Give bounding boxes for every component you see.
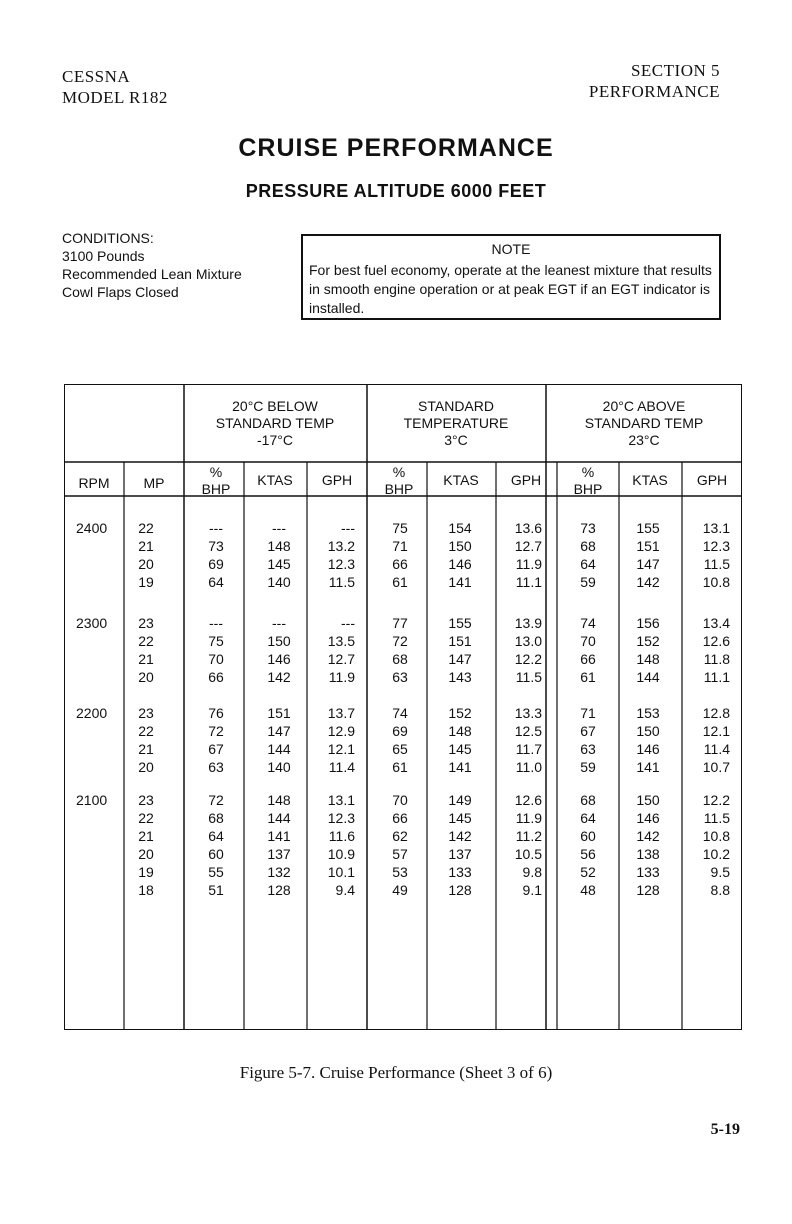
table-cell: 64 [208, 574, 224, 590]
table-cell: 11.4 [703, 741, 730, 757]
table-cell: 70 [208, 651, 224, 667]
table-cell: 18 [138, 882, 154, 898]
note-title: NOTE [491, 241, 531, 257]
table-cell: 57 [392, 846, 408, 862]
table-cell: 52 [580, 864, 596, 880]
table-cell: 154 [448, 520, 472, 536]
table-cell: 68 [580, 792, 596, 808]
table-cell: 67 [580, 723, 596, 739]
table-cell: 148 [267, 792, 291, 808]
table-cell: 12.1 [327, 741, 355, 757]
table-cell: 70 [580, 633, 596, 649]
table-cell: 12.7 [514, 538, 542, 554]
table-cell: 68 [208, 810, 224, 826]
table-cell: 133 [636, 864, 660, 880]
condition-line: Cowl Flaps Closed [62, 284, 179, 300]
table-cell: 66 [392, 556, 408, 572]
table-cell: 51 [208, 882, 224, 898]
table-cell: 74 [580, 615, 596, 631]
table-cell: 155 [636, 520, 660, 536]
table-cell: 8.8 [710, 882, 730, 898]
column-header: BHP [573, 481, 603, 497]
table-cell: --- [209, 520, 223, 536]
table-cell: 13.9 [514, 615, 542, 631]
table-cell: 12.3 [327, 556, 355, 572]
table-cell: 156 [636, 615, 660, 631]
table-cell: 60 [580, 828, 596, 844]
table-cell: 53 [392, 864, 408, 880]
table-cell: 10.5 [514, 846, 542, 862]
group-header: 20°C BELOW [232, 398, 318, 414]
group-header: -17°C [257, 432, 293, 448]
table-cell: 75 [208, 633, 224, 649]
table-cell: 150 [267, 633, 291, 649]
column-header: GPH [510, 472, 542, 488]
table-cell: --- [272, 615, 286, 631]
column-header: BHP [201, 481, 231, 497]
table-cell: 20 [138, 759, 154, 775]
table-cell: 142 [636, 828, 660, 844]
table-cell: 56 [580, 846, 596, 862]
table-cell: 11.9 [515, 810, 542, 826]
note-text: For best fuel economy, operate at the leanest mixture that results in smooth engine operation or at peak EGT if an EGT indicator is installed. [309, 262, 712, 316]
table-cell: 72 [208, 723, 224, 739]
table-cell: 10.8 [702, 828, 730, 844]
table-cell: 148 [636, 651, 660, 667]
table-cell: 11.4 [328, 759, 355, 775]
table-cell: 12.7 [327, 651, 355, 667]
table-cell: 73 [208, 538, 224, 554]
table-cell: 64 [580, 556, 596, 572]
section-title: PERFORMANCE [588, 82, 720, 101]
table-cell: 63 [580, 741, 596, 757]
table-cell: 61 [392, 759, 408, 775]
table-cell: 60 [208, 846, 224, 862]
rpm-value: 2400 [76, 520, 108, 536]
table-cell: 19 [138, 574, 154, 590]
table-cell: 70 [392, 792, 408, 808]
table-cell: --- [341, 615, 355, 631]
table-cell: 150 [448, 538, 472, 554]
table-cell: 9.8 [522, 864, 542, 880]
table-cell: 66 [392, 810, 408, 826]
table-cell: 66 [208, 669, 224, 685]
column-header: RPM [78, 475, 110, 491]
table-cell: 64 [208, 828, 224, 844]
table-cell: 152 [636, 633, 660, 649]
table-cell: 142 [267, 669, 291, 685]
header-left [62, 66, 168, 108]
table-cell: 23 [138, 615, 154, 631]
table-cell: 66 [580, 651, 596, 667]
table-cell: 151 [636, 538, 660, 554]
table-cell: 11.8 [703, 651, 730, 667]
table-cell: 69 [208, 556, 224, 572]
table-cell: 10.1 [327, 864, 355, 880]
table-cell: 55 [208, 864, 224, 880]
table-cell: 12.3 [327, 810, 355, 826]
table-cell: 22 [138, 723, 154, 739]
table-cell: 68 [580, 538, 596, 554]
table-cell: 13.1 [327, 792, 355, 808]
table-cell: 11.5 [703, 556, 730, 572]
table-cell: 59 [580, 574, 596, 590]
table-cell: 133 [448, 864, 472, 880]
table-cell: 13.3 [514, 705, 542, 721]
column-header: BHP [384, 481, 414, 497]
condition-line: Recommended Lean Mixture [62, 266, 242, 282]
table-cell: 23 [138, 705, 154, 721]
table-cell: 145 [267, 556, 291, 572]
column-header: KTAS [257, 472, 293, 488]
table-cell: 10.7 [702, 759, 730, 775]
table-cell: 148 [448, 723, 472, 739]
table-cell: 12.5 [514, 723, 542, 739]
table-cell: 141 [448, 759, 472, 775]
table-cell: 20 [138, 846, 154, 862]
table-cell: 12.9 [327, 723, 355, 739]
model: MODEL R182 [62, 88, 168, 107]
table-cell: 146 [448, 556, 472, 572]
table-cell: 11.9 [515, 556, 542, 572]
rpm-value: 2100 [76, 792, 108, 808]
table-cell: 68 [392, 651, 408, 667]
table-cell: 150 [636, 723, 660, 739]
table-cell: 21 [138, 828, 154, 844]
column-header: % [581, 464, 595, 480]
table-cell: 144 [267, 810, 291, 826]
group-header: 3°C [444, 432, 468, 448]
table-cell: 22 [138, 520, 154, 536]
table-cell: 11.9 [328, 669, 355, 685]
table-cell: 13.5 [327, 633, 355, 649]
table-cell: 12.8 [702, 705, 730, 721]
group-header: STANDARD [418, 398, 494, 414]
table-cell: 128 [636, 882, 660, 898]
table-cell: 13.7 [327, 705, 355, 721]
table-cell: 71 [392, 538, 408, 554]
table-cell: 12.6 [702, 633, 730, 649]
table-cell: 75 [392, 520, 408, 536]
table-cell: 151 [448, 633, 472, 649]
table-cell: 48 [580, 882, 596, 898]
table-cell: 13.6 [514, 520, 542, 536]
table-cell: 59 [580, 759, 596, 775]
table-cell: 152 [448, 705, 472, 721]
table-cell: 11.1 [515, 574, 542, 590]
table-cell: 11.1 [703, 669, 730, 685]
table-cell: 128 [267, 882, 291, 898]
table-cell: 149 [448, 792, 472, 808]
table-cell: 63 [208, 759, 224, 775]
cruise-performance-table [64, 384, 742, 1030]
table-cell: 21 [138, 538, 154, 554]
group-header: TEMPERATURE [403, 415, 509, 431]
table-cell: 146 [636, 810, 660, 826]
table-cell: 153 [636, 705, 660, 721]
table-cell: 77 [392, 615, 408, 631]
table-cell: 21 [138, 741, 154, 757]
table-cell: 11.0 [515, 759, 542, 775]
table-cell: 62 [392, 828, 408, 844]
table-cell: 11.6 [328, 828, 355, 844]
table-cell: 67 [208, 741, 224, 757]
table-cell: 12.2 [514, 651, 542, 667]
table-cell: 63 [392, 669, 408, 685]
table-cell: 146 [267, 651, 291, 667]
table-cell: 71 [580, 705, 596, 721]
table-cell: 19 [138, 864, 154, 880]
table-cell: 11.7 [515, 741, 542, 757]
table-cell: 49 [392, 882, 408, 898]
table-cell: 142 [636, 574, 660, 590]
table-cell: 141 [636, 759, 660, 775]
page-number: 5-19 [710, 1121, 740, 1138]
table-cell: 11.5 [515, 669, 542, 685]
column-header: MP [143, 475, 165, 491]
group-header: 20°C ABOVE [602, 398, 686, 414]
column-header: GPH [696, 472, 728, 488]
table-cell: 61 [580, 669, 596, 685]
conditions-heading: CONDITIONS: [62, 230, 154, 246]
table-cell: 140 [267, 574, 291, 590]
column-header: % [392, 464, 406, 480]
table-cell: 138 [636, 846, 660, 862]
table-cell: 13.1 [702, 520, 730, 536]
table-cell: 61 [392, 574, 408, 590]
table-cell: 155 [448, 615, 472, 631]
conditions-block [62, 229, 242, 301]
rpm-value: 2200 [76, 705, 108, 721]
table-cell: 147 [267, 723, 291, 739]
section-label: SECTION 5 [630, 61, 720, 80]
group-header: STANDARD TEMP [584, 415, 704, 431]
table-cell: 13.4 [702, 615, 730, 631]
table-cell: 22 [138, 810, 154, 826]
page-title: CRUISE PERFORMANCE [238, 134, 554, 162]
table-cell: 12.3 [702, 538, 730, 554]
header-right [589, 60, 720, 102]
table-cell: 145 [448, 810, 472, 826]
manufacturer: CESSNA [62, 67, 131, 86]
table-cell: 137 [267, 846, 291, 862]
table-cell: 9.1 [522, 882, 542, 898]
table-cell: 13.2 [327, 538, 355, 554]
column-header: % [209, 464, 223, 480]
table-cell: 12.2 [702, 792, 730, 808]
table-cell: 23 [138, 792, 154, 808]
table-cell: --- [341, 520, 355, 536]
group-header: 23°C [628, 432, 660, 448]
table-cell: 144 [267, 741, 291, 757]
table-cell: 143 [448, 669, 472, 685]
table-cell: 22 [138, 633, 154, 649]
table-cell: 76 [208, 705, 224, 721]
table-cell: --- [209, 615, 223, 631]
table-cell: 9.4 [335, 882, 355, 898]
table-cell: 21 [138, 651, 154, 667]
table-cell: 10.9 [327, 846, 355, 862]
table-cell: 72 [208, 792, 224, 808]
table-cell: --- [272, 520, 286, 536]
table-cell: 64 [580, 810, 596, 826]
table-cell: 11.2 [515, 828, 542, 844]
condition-line: 3100 Pounds [62, 248, 145, 264]
table-cell: 73 [580, 520, 596, 536]
note-box [301, 234, 721, 320]
page-subtitle: PRESSURE ALTITUDE 6000 FEET [245, 181, 547, 201]
table-cell: 144 [636, 669, 660, 685]
table-cell: 10.2 [702, 846, 730, 862]
table-cell: 132 [267, 864, 291, 880]
table-cell: 137 [448, 846, 472, 862]
column-header: KTAS [632, 472, 668, 488]
table-cell: 142 [448, 828, 472, 844]
table-cell: 12.1 [702, 723, 730, 739]
column-header: GPH [321, 472, 353, 488]
table-cell: 146 [636, 741, 660, 757]
table-cell: 148 [267, 538, 291, 554]
table-cell: 13.0 [514, 633, 542, 649]
table-cell: 128 [448, 882, 472, 898]
table-cell: 65 [392, 741, 408, 757]
table-cell: 151 [267, 705, 291, 721]
group-header: STANDARD TEMP [215, 415, 335, 431]
table-cell: 12.6 [514, 792, 542, 808]
table-cell: 10.8 [702, 574, 730, 590]
table-cell: 140 [267, 759, 291, 775]
table-cell: 20 [138, 669, 154, 685]
table-cell: 11.5 [328, 574, 355, 590]
table-cell: 150 [636, 792, 660, 808]
table-cell: 9.5 [710, 864, 730, 880]
table-cell: 141 [267, 828, 291, 844]
table-cell: 145 [448, 741, 472, 757]
table-cell: 147 [448, 651, 472, 667]
table-cell: 69 [392, 723, 408, 739]
rpm-value: 2300 [76, 615, 108, 631]
table-cell: 147 [636, 556, 660, 572]
table-cell: 141 [448, 574, 472, 590]
table-cell: 20 [138, 556, 154, 572]
table-cell: 74 [392, 705, 408, 721]
table-cell: 11.5 [703, 810, 730, 826]
column-header: KTAS [443, 472, 479, 488]
table-cell: 72 [392, 633, 408, 649]
figure-caption: Figure 5-7. Cruise Performance (Sheet 3 of 6) [239, 1063, 553, 1082]
